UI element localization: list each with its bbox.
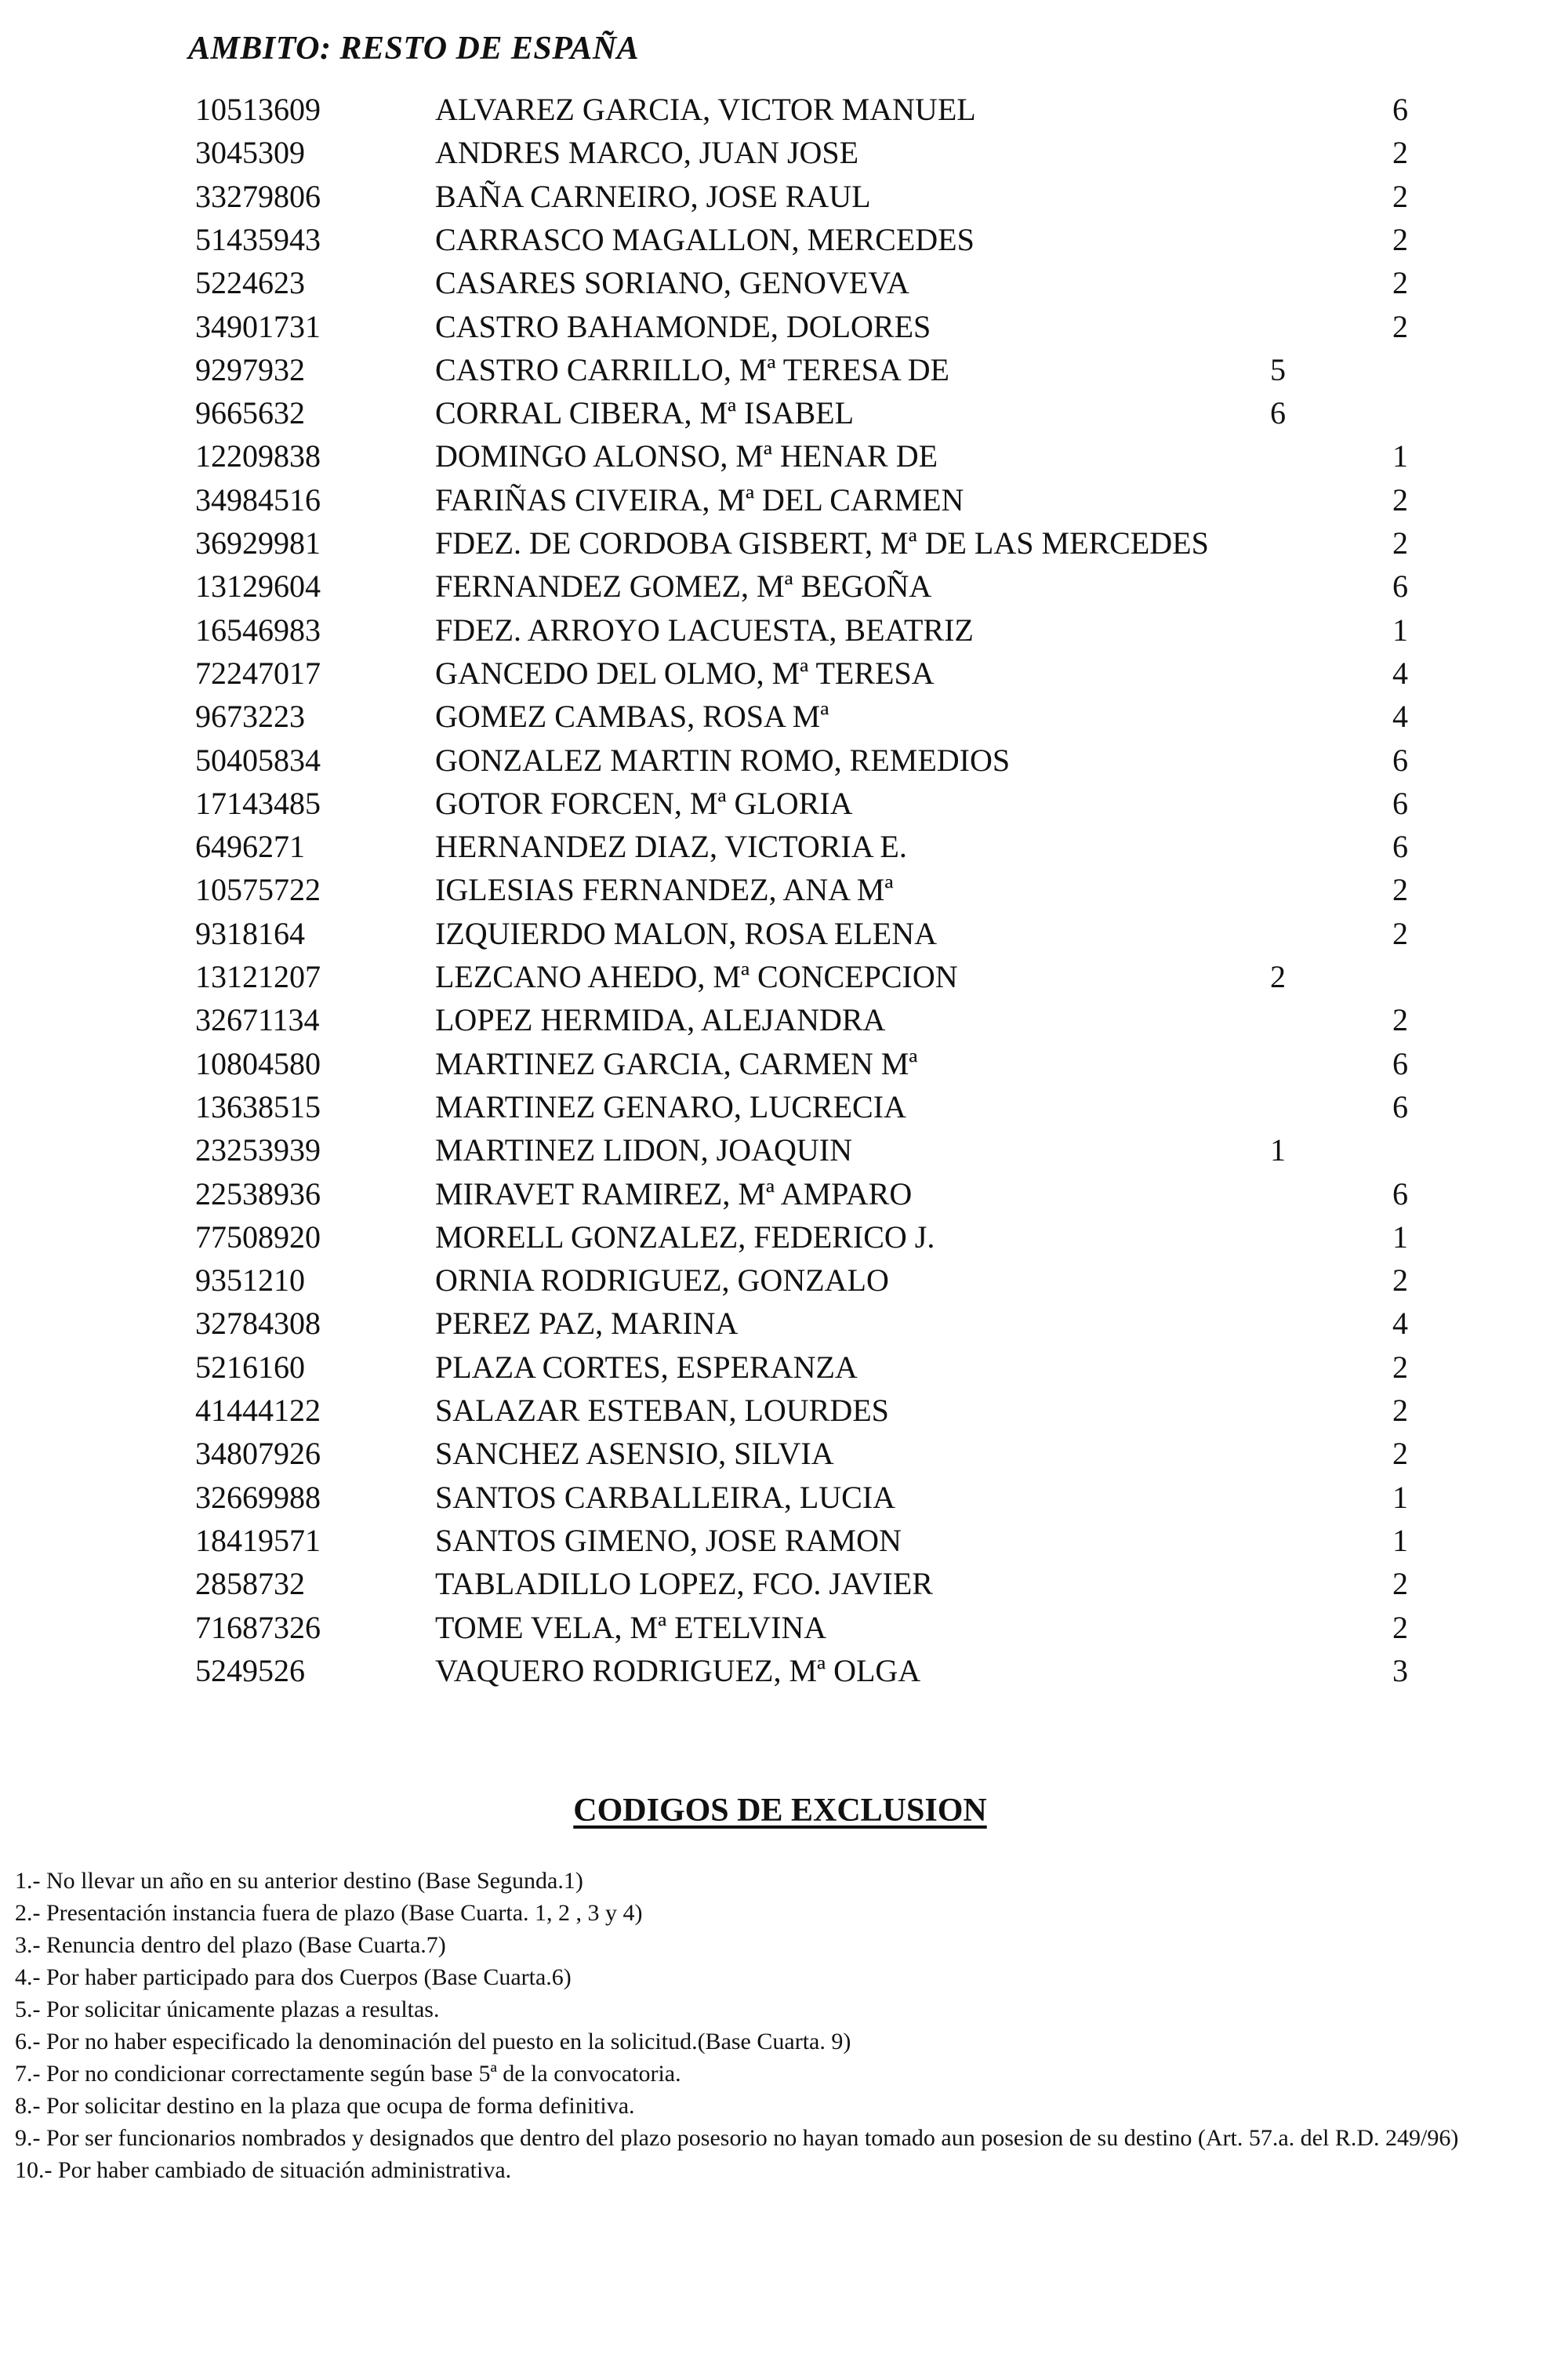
id-number: 32784308: [195, 1306, 321, 1342]
id-number: 9351210: [195, 1262, 305, 1299]
exclusion-code-secondary: 2: [1270, 959, 1286, 994]
exclusion-code-item: 9.- Por ser funcionarios nombrados y designados que dentro del plazo posesorio no hayan tomado aun posesion de su destino (Art. 57.a. del R.D. 249/96): [15, 2125, 1459, 2151]
id-number: 32669988: [195, 1479, 321, 1515]
id-number: 71687326: [195, 1609, 321, 1645]
exclusion-code-secondary: 6: [1270, 395, 1286, 431]
exclusion-code-item: 4.- Por haber participado para dos Cuerpos (Base Cuarta.6): [15, 1964, 572, 1990]
exclusion-code-item: 7.- Por no condicionar correctamente según base 5ª de la convocatoria.: [15, 2061, 681, 2087]
person-name: MARTINEZ LIDON, JOAQUIN: [435, 1132, 852, 1168]
exclusion-code-item: 5.- Por solicitar únicamente plazas a resultas.: [15, 1996, 440, 2022]
id-number: 3045309: [195, 135, 305, 171]
id-number: 17143485: [195, 785, 321, 821]
person-name: TABLADILLO LOPEZ, FCO. JAVIER: [435, 1566, 933, 1602]
exclusion-code: 2: [1392, 1262, 1408, 1299]
table-row: [0, 957, 1568, 997]
table-row: [0, 784, 1568, 823]
exclusion-code: 2: [1392, 1436, 1408, 1472]
table-row: [0, 177, 1568, 216]
exclusion-code: 6: [1392, 1045, 1408, 1081]
person-name: DOMINGO ALONSO, Mª HENAR DE: [435, 438, 938, 474]
person-name: SANCHEZ ASENSIO, SILVIA: [435, 1436, 834, 1472]
exclusion-code-item: 8.- Por solicitar destino en la plaza que ocupa de forma definitiva.: [15, 2093, 635, 2119]
exclusion-code: 2: [1392, 221, 1408, 257]
table-row: [0, 90, 1568, 129]
person-name: CASARES SORIANO, GENOVEVA: [435, 265, 909, 301]
exclusion-code: 1: [1392, 438, 1408, 474]
id-number: 5216160: [195, 1349, 305, 1385]
person-name: IGLESIAS FERNANDEZ, ANA Mª: [435, 872, 894, 908]
id-number: 9318164: [195, 915, 305, 951]
person-name: CASTRO BAHAMONDE, DOLORES: [435, 308, 931, 344]
person-name: GONZALEZ MARTIN ROMO, REMEDIOS: [435, 742, 1011, 778]
id-number: 13638515: [195, 1088, 321, 1124]
table-row: [0, 133, 1568, 173]
table-row: [0, 1261, 1568, 1300]
exclusion-code: 6: [1392, 742, 1408, 778]
exclusion-code: 4: [1392, 1306, 1408, 1342]
table-row: [0, 827, 1568, 866]
table-row: [0, 394, 1568, 433]
exclusion-code: 2: [1392, 1393, 1408, 1428]
person-name: FDEZ. DE CORDOBA GISBERT, Mª DE LAS MERCEDES: [435, 525, 1209, 561]
exclusion-code: 1: [1392, 1219, 1408, 1255]
person-name: GOMEZ CAMBAS, ROSA Mª: [435, 699, 829, 735]
table-row: [0, 1175, 1568, 1214]
person-name: LEZCANO AHEDO, Mª CONCEPCION: [435, 959, 958, 994]
person-name: SANTOS CARBALLEIRA, LUCIA: [435, 1479, 896, 1515]
person-name: ALVAREZ GARCIA, VICTOR MANUEL: [435, 92, 976, 127]
exclusion-codes-list: [15, 1865, 1552, 2186]
person-name: FDEZ. ARROYO LACUESTA, BEATRIZ: [435, 612, 974, 648]
table-row: [0, 1478, 1568, 1517]
exclusion-code: 6: [1392, 785, 1408, 821]
id-number: 10804580: [195, 1045, 321, 1081]
person-name: IZQUIERDO MALON, ROSA ELENA: [435, 915, 937, 951]
exclusion-code: 4: [1392, 655, 1408, 691]
exclusion-code-secondary: 5: [1270, 351, 1286, 387]
id-number: 34807926: [195, 1436, 321, 1472]
table-row: [0, 481, 1568, 520]
exclusion-code-item: 2.- Presentación instancia fuera de plazo (Base Cuarta. 1, 2 , 3 y 4): [15, 1900, 643, 1926]
id-number: 22538936: [195, 1175, 321, 1212]
id-number: 13121207: [195, 959, 321, 994]
table-row: [0, 1044, 1568, 1084]
exclusion-code: 6: [1392, 569, 1408, 605]
person-name: ANDRES MARCO, JUAN JOSE: [435, 135, 859, 171]
exclusion-code: 2: [1392, 178, 1408, 214]
person-name: SANTOS GIMENO, JOSE RAMON: [435, 1522, 902, 1558]
id-number: 9673223: [195, 699, 305, 735]
exclusion-code-secondary: 1: [1270, 1132, 1286, 1168]
table-row: [0, 1001, 1568, 1040]
exclusion-code: 1: [1392, 612, 1408, 648]
id-number: 16546983: [195, 612, 321, 648]
person-name: HERNANDEZ DIAZ, VICTORIA E.: [435, 829, 907, 865]
section-title: AMBITO: RESTO DE ESPAÑA: [188, 31, 640, 67]
table-row: [0, 870, 1568, 910]
table-row: [0, 307, 1568, 347]
exclusion-code-item: 1.- No llevar un año en su anterior destino (Base Segunda.1): [15, 1868, 583, 1894]
exclusion-code: 2: [1392, 525, 1408, 561]
table-row: [0, 524, 1568, 563]
id-number: 77508920: [195, 1219, 321, 1255]
table-row: [0, 567, 1568, 606]
table-row: [0, 1348, 1568, 1387]
table-row: [0, 220, 1568, 260]
exclusion-code: 2: [1392, 308, 1408, 344]
id-number: 18419571: [195, 1522, 321, 1558]
exclusion-code: 4: [1392, 699, 1408, 735]
table-row: [0, 263, 1568, 303]
id-number: 72247017: [195, 655, 321, 691]
id-number: 50405834: [195, 742, 321, 778]
id-number: 10513609: [195, 92, 321, 127]
person-name: LOPEZ HERMIDA, ALEJANDRA: [435, 1002, 886, 1038]
id-number: 9665632: [195, 395, 305, 431]
table-row: [0, 1218, 1568, 1257]
id-number: 33279806: [195, 178, 321, 214]
id-number: 9297932: [195, 351, 305, 387]
person-name: TOME VELA, Mª ETELVINA: [435, 1609, 827, 1645]
table-row: [0, 1131, 1568, 1170]
exclusion-code: 6: [1392, 92, 1408, 127]
exclusion-code: 1: [1392, 1522, 1408, 1558]
person-name: GANCEDO DEL OLMO, Mª TERESA: [435, 655, 935, 691]
exclusion-code: 1: [1392, 1479, 1408, 1515]
table-row: [0, 1651, 1568, 1691]
person-name: MARTINEZ GARCIA, CARMEN Mª: [435, 1045, 918, 1081]
table-row: [0, 1608, 1568, 1647]
id-number: 34984516: [195, 481, 321, 518]
id-number: 32671134: [195, 1002, 320, 1038]
id-number: 5224623: [195, 265, 305, 301]
person-name: GOTOR FORCEN, Mª GLORIA: [435, 785, 853, 821]
id-number: 36929981: [195, 525, 321, 561]
person-name: VAQUERO RODRIGUEZ, Mª OLGA: [435, 1652, 921, 1688]
id-number: 41444122: [195, 1393, 321, 1428]
table-row: [0, 697, 1568, 736]
person-name: PEREZ PAZ, MARINA: [435, 1306, 739, 1342]
exclusion-code: 2: [1392, 1566, 1408, 1602]
person-name: CARRASCO MAGALLON, MERCEDES: [435, 221, 975, 257]
table-row: [0, 351, 1568, 390]
person-name: ORNIA RODRIGUEZ, GONZALO: [435, 1262, 889, 1299]
table-row: [0, 611, 1568, 650]
table-row: [0, 1564, 1568, 1604]
exclusion-code: 2: [1392, 1609, 1408, 1645]
person-name: BAÑA CARNEIRO, JOSE RAUL: [435, 178, 871, 214]
table-row: [0, 914, 1568, 954]
person-name: MORELL GONZALEZ, FEDERICO J.: [435, 1219, 935, 1255]
person-name: CASTRO CARRILLO, Mª TERESA DE: [435, 351, 949, 387]
exclusion-code-item: 3.- Renuncia dentro del plazo (Base Cuarta.7): [15, 1932, 446, 1958]
table-row: [0, 1391, 1568, 1430]
exclusion-code: 2: [1392, 481, 1408, 518]
id-number: 51435943: [195, 221, 321, 257]
exclusion-code: 2: [1392, 872, 1408, 908]
table-row: [0, 1434, 1568, 1473]
id-number: 10575722: [195, 872, 321, 908]
exclusion-codes-heading: CODIGOS DE EXCLUSION: [573, 1793, 987, 1829]
exclusion-code: 2: [1392, 135, 1408, 171]
person-name: CORRAL CIBERA, Mª ISABEL: [435, 395, 855, 431]
person-name: SALAZAR ESTEBAN, LOURDES: [435, 1393, 889, 1428]
table-row: [0, 741, 1568, 780]
exclusion-code: 6: [1392, 1088, 1408, 1124]
person-name: FARIÑAS CIVEIRA, Mª DEL CARMEN: [435, 481, 964, 518]
exclusion-code: 2: [1392, 265, 1408, 301]
exclusion-code: 3: [1392, 1652, 1408, 1688]
person-name: FERNANDEZ GOMEZ, Mª BEGOÑA: [435, 569, 932, 605]
table-row: [0, 1304, 1568, 1343]
person-name: MARTINEZ GENARO, LUCRECIA: [435, 1088, 906, 1124]
table-row: [0, 654, 1568, 693]
exclusion-code: 2: [1392, 1002, 1408, 1038]
id-number: 12209838: [195, 438, 321, 474]
id-number: 34901731: [195, 308, 321, 344]
exclusion-code: 2: [1392, 915, 1408, 951]
exclusion-code: 2: [1392, 1349, 1408, 1385]
id-number: 23253939: [195, 1132, 321, 1168]
person-name: MIRAVET RAMIREZ, Mª AMPARO: [435, 1175, 913, 1212]
exclusion-code: 6: [1392, 829, 1408, 865]
id-number: 13129604: [195, 569, 321, 605]
id-number: 6496271: [195, 829, 305, 865]
exclusion-code-item: 6.- Por no haber especificado la denominación del puesto en la solicitud.(Base Cuarta. 9): [15, 2029, 851, 2054]
table-row: [0, 437, 1568, 476]
exclusion-code: 6: [1392, 1175, 1408, 1212]
table-row: [0, 1088, 1568, 1127]
id-number: 5249526: [195, 1652, 305, 1688]
person-name: PLAZA CORTES, ESPERANZA: [435, 1349, 858, 1385]
table-row: [0, 1521, 1568, 1560]
exclusion-code-item: 10.- Por haber cambiado de situación administrativa.: [15, 2157, 512, 2183]
id-number: 2858732: [195, 1566, 305, 1602]
